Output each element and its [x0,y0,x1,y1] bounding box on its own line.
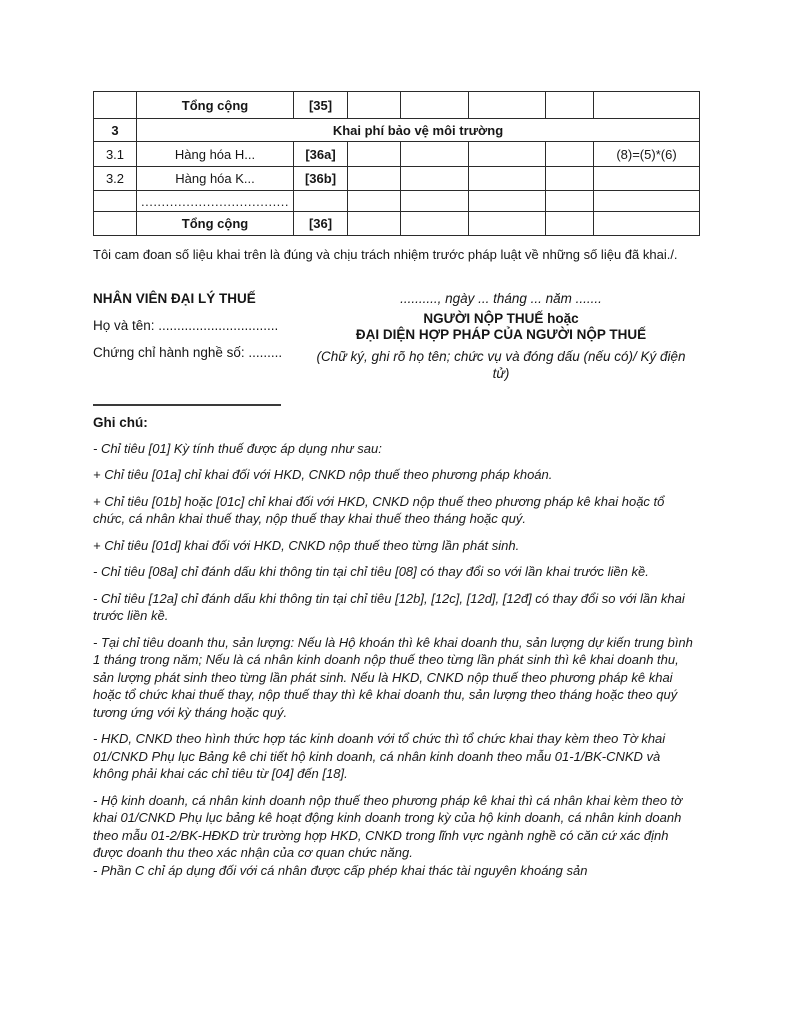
cell-formula: (8)=(5)*(6) [594,142,700,167]
footnote-divider [93,404,281,406]
cell-code [294,191,348,212]
tax-summary-table [93,91,700,236]
tax-agent-name-line: Họ và tên: ................................ [93,318,279,333]
tax-agent-cert-line: Chứng chỉ hành nghề số: ......... [93,345,283,360]
table-row-section-3 [94,119,700,142]
note-item: - Chỉ tiêu [12a] chỉ đánh dấu khi thông tin tại chỉ tiêu [12b], [12c], [12d], [12đ] có thay đổi so với lần khai trước liền kề. [93,590,685,624]
cell-empty [401,167,469,191]
note-item: - Tại chỉ tiêu doanh thu, sản lượng: Nếu là Hộ khoán thì kê khai doanh thu, sản lượng dự kiến trung bình 1 tháng trong năm; Nếu là cá nhân kinh doanh nộp thuế theo từng lần phát sinh thì kê khai doanh thu, sản lượng phát sinh theo từng lần phát sinh. Nếu là HKD, CNKD nộp thuế theo phương pháp kê khai hoặc tổ chức khai thuế thay, nộp thuế thay thì kê khai doanh thu, sản lượng theo tháng hoặc theo quý tương ứng với kỳ tháng hoặc quý. [93,634,693,720]
cell-code: [36] [294,212,348,236]
cell-formula [594,191,700,212]
signature-section [93,291,699,383]
tax-agent-block [93,291,303,383]
cell-formula [594,92,700,119]
note-item: + Chỉ tiêu [01a] chỉ khai đối với HKD, CNKD nộp thuế theo phương pháp khoán. [93,467,553,483]
cell-empty [546,167,594,191]
cell-code: [36b] [294,167,348,191]
taxpayer-title-line2: ĐẠI DIỆN HỢP PHÁP CỦA NGƯỜI NỘP THUẾ [355,327,647,342]
cell-empty [546,191,594,212]
cell-empty [401,212,469,236]
cell-dotted-label: .................................... [137,191,294,212]
cell-row-number [94,191,137,212]
cell-empty [546,212,594,236]
cell-row-number: 3.2 [94,167,137,191]
note-item: - Phần C chỉ áp dụng đối với cá nhân được cấp phép khai thác tài nguyên khoáng sản [93,862,588,878]
cell-empty [546,92,594,119]
cell-empty [469,191,546,212]
note-item: - Chỉ tiêu [01] Kỳ tính thuế được áp dụng như sau: [93,440,382,456]
cell-formula [594,167,700,191]
cell-label: Hàng hóa H... [137,142,294,167]
cell-empty [401,191,469,212]
form-content [93,91,699,879]
cell-label: Tổng cộng [137,92,294,119]
cell-empty [401,142,469,167]
cell-row-number: 3.1 [94,142,137,167]
table-row-total-36 [94,212,700,236]
note-item: + Chỉ tiêu [01b] hoặc [01c] chỉ khai đối với HKD, CNKD nộp thuế theo phương pháp kê khai hoặc tổ chức, cá nhân khai thuế thay, nộp thuế thay khai thuế theo tháng hoặc quý. [93,493,665,527]
cell-row-number [94,212,137,236]
date-line: .........., ngày ... tháng ... năm ....... [400,291,602,306]
taxpayer-block [303,291,699,383]
cell-formula [594,212,700,236]
table-row-3-1 [94,142,700,167]
notes-heading: Ghi chú: [93,414,148,430]
cell-empty [401,92,469,119]
cell-label: Tổng cộng [137,212,294,236]
note-item: - Hộ kinh doanh, cá nhân kinh doanh nộp thuế theo phương pháp kê khai thì cá nhân khai kèm theo tờ khai 01/CNKD Phụ lục bảng kê hoạt động kinh doanh trong kỳ của hộ kinh doanh, cá nhân kinh doanh theo mẫu 01-2/BK-HĐKD trừ trường hợp HKD, CNKD trong lĩnh vực ngành nghề có căn cứ xác định được doanh thu theo xác nhận của cơ quan chức năng. [93,792,683,861]
cell-empty [348,191,401,212]
cell-empty [469,92,546,119]
cell-empty [348,142,401,167]
cell-row-number [94,92,137,119]
cell-empty [348,92,401,119]
cell-section-label: Khai phí bảo vệ môi trường [137,119,700,142]
cell-label: Hàng hóa K... [137,167,294,191]
cell-empty [469,212,546,236]
table-row-dotted [94,191,700,212]
cell-empty [348,167,401,191]
notes-section [93,440,699,880]
note-item: + Chỉ tiêu [01d] khai đối với HKD, CNKD nộp thuế theo từng lần phát sinh. [93,537,520,553]
cell-empty [469,142,546,167]
note-item: - HKD, CNKD theo hình thức hợp tác kinh doanh với tổ chức thì tổ chức khai thay kèm theo Tờ khai 01/CNKD Phụ lục Bảng kê chi tiết hộ kinh doanh, cá nhân kinh doanh theo mẫu 01-1/BK-CNKD và không phải khai các chỉ tiêu từ [04] đến [18]. [93,731,666,782]
cell-row-number: 3 [94,119,137,142]
cell-empty [469,167,546,191]
declaration-text: Tôi cam đoan số liệu khai trên là đúng và chịu trách nhiệm trước pháp luật về những số liệu đã khai./. [93,247,678,262]
note-item: - Chỉ tiêu [08a] chỉ đánh dấu khi thông tin tại chỉ tiêu [08] có thay đổi so với lần khai trước liền kề. [93,564,649,580]
tax-agent-title: NHÂN VIÊN ĐẠI LÝ THUẾ [93,291,256,306]
cell-empty [546,142,594,167]
table-row-3-2 [94,167,700,191]
signature-instruction: (Chữ ký, ghi rõ họ tên; chức vụ và đóng dấu (nếu có)/ Ký điện tử) [316,349,686,381]
cell-empty [348,212,401,236]
cell-code: [36a] [294,142,348,167]
cell-code: [35] [294,92,348,119]
taxpayer-title-line1: NGƯỜI NỘP THUẾ hoặc [423,311,579,326]
table-row-total-35 [94,92,700,119]
